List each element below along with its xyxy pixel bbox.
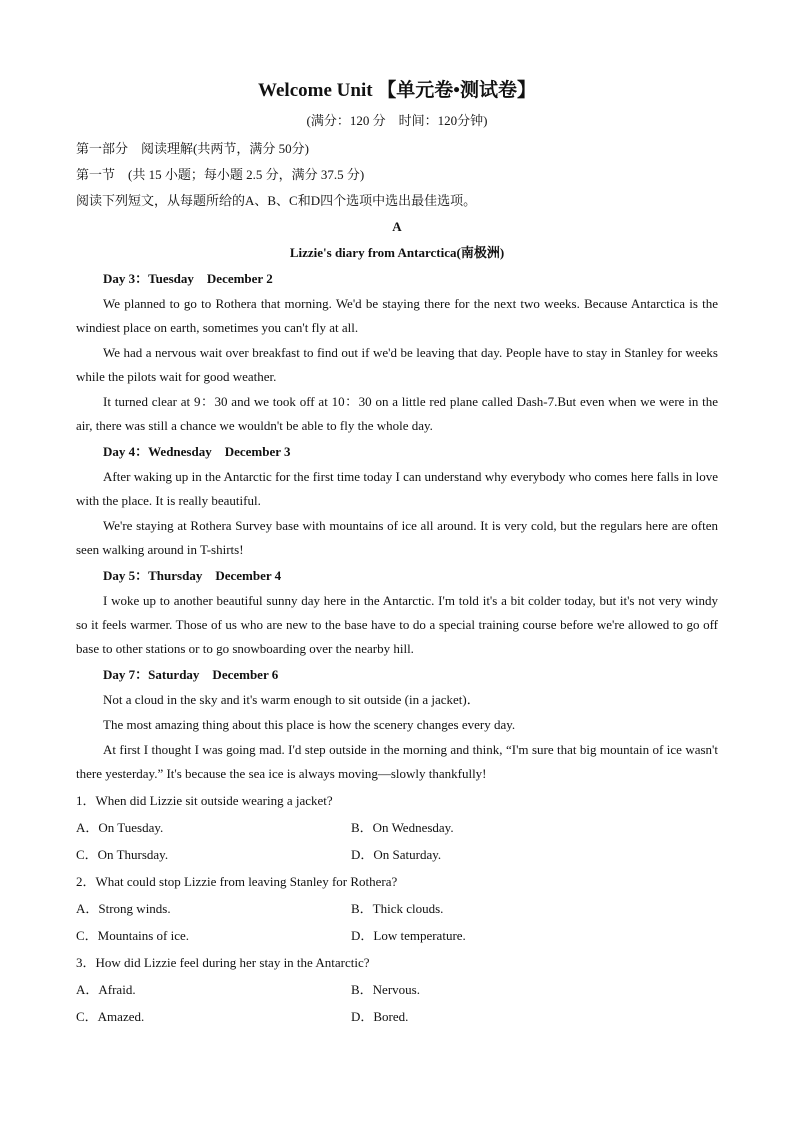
part-heading: 第一部分 阅读理解(共两节，满分 50分) [76, 141, 309, 156]
question-3 [76, 949, 718, 1030]
passage-letter: A [392, 219, 402, 234]
section-heading: 第一节 (共 15 小题；每小题 2.5 分，满分 37.5 分) [76, 167, 365, 182]
diary-entry-day3 [76, 266, 718, 438]
diary-paragraph: I woke up to another beautiful sunny day here in the Antarctic. I'm told it's a bit colder today, but it's not very windy so it feels warmer. Those of us who are new to the base have to do a special training course before we're allowed to go off base to other stations or to go snowboarding over the nearby hill. [76, 593, 718, 656]
option-c[interactable]: C．On Thursday. [76, 847, 169, 862]
diary-entry-day5 [76, 563, 718, 661]
diary-entry-day7 [76, 662, 718, 786]
instruction-text: 阅读下列短文，从每题所给的A、B、C和D四个选项中选出最佳选项。 [76, 193, 477, 208]
option-a[interactable]: A．Strong winds. [76, 901, 171, 916]
option-row [76, 922, 718, 949]
exam-meta: (满分：120 分 时间：120分钟) [306, 113, 488, 128]
option-b[interactable]: B．On Wednesday. [351, 820, 454, 835]
question-1 [76, 787, 718, 868]
option-row [76, 895, 718, 922]
diary-paragraph: It turned clear at 9：30 and we took off at 10：30 on a little red plane called Dash-7.But even when we were in the air, there was still a chance we wouldn't be able to fly the whole day. [76, 394, 718, 433]
option-d[interactable]: D．Bored. [351, 1009, 409, 1024]
option-a[interactable]: A．On Tuesday. [76, 820, 164, 835]
day-heading: Day 7：Saturday December 6 [103, 667, 279, 682]
question-stem: 2．What could stop Lizzie from leaving Stanley for Rothera? [76, 874, 398, 889]
option-d[interactable]: D．On Saturday. [351, 847, 442, 862]
option-a[interactable]: A．Afraid. [76, 982, 136, 997]
option-b[interactable]: B．Thick clouds. [351, 901, 444, 916]
question-stem: 1．When did Lizzie sit outside wearing a jacket? [76, 793, 333, 808]
diary-paragraph: We had a nervous wait over breakfast to find out if we'd be leaving that day. People have to stay in Stanley for weeks while the pilots wait for good weather. [76, 345, 718, 384]
option-row [76, 814, 718, 841]
question-2 [76, 868, 718, 949]
day-heading: Day 5：Thursday December 4 [103, 568, 282, 583]
question-stem: 3．How did Lizzie feel during her stay in the Antarctic? [76, 955, 370, 970]
option-row [76, 841, 718, 868]
diary-paragraph: We're staying at Rothera Survey base with mountains of ice all around. It is very cold, but the regulars here are often seen walking around in T-shirts! [76, 518, 718, 557]
page-title: Welcome Unit 【单元卷•测试卷】 [258, 80, 536, 101]
diary-paragraph: After waking up in the Antarctic for the first time today I can understand why everybody who comes here falls in love with the place. It is really beautiful. [76, 469, 718, 508]
option-b[interactable]: B．Nervous. [351, 982, 420, 997]
diary-paragraph: We planned to go to Rothera that morning. We'd be staying there for the next two weeks. Because Antarctica is the windiest place on earth, sometimes you can't fly at all. [76, 296, 718, 335]
option-c[interactable]: C．Amazed. [76, 1009, 145, 1024]
diary-paragraph: At first I thought I was going mad. I'd step outside in the morning and think, “I'm sure that big mountain of ice wasn't there yesterday.” It's because the sea ice is always moving—slowly thankfully! [76, 742, 718, 781]
diary-entry-day4 [76, 439, 718, 562]
day-heading: Day 3：Tuesday December 2 [103, 271, 273, 286]
option-c[interactable]: C．Mountains of ice. [76, 928, 190, 943]
diary-paragraph: Not a cloud in the sky and it's warm enough to sit outside (in a jacket)． [103, 692, 480, 707]
option-row [76, 976, 718, 1003]
passage-title: Lizzie's diary from Antarctica(南极洲) [289, 245, 505, 260]
option-row [76, 1003, 718, 1030]
day-heading: Day 4：Wednesday December 3 [103, 444, 291, 459]
option-d[interactable]: D．Low temperature. [351, 928, 466, 943]
diary-paragraph: The most amazing thing about this place is how the scenery changes every day. [103, 717, 516, 732]
